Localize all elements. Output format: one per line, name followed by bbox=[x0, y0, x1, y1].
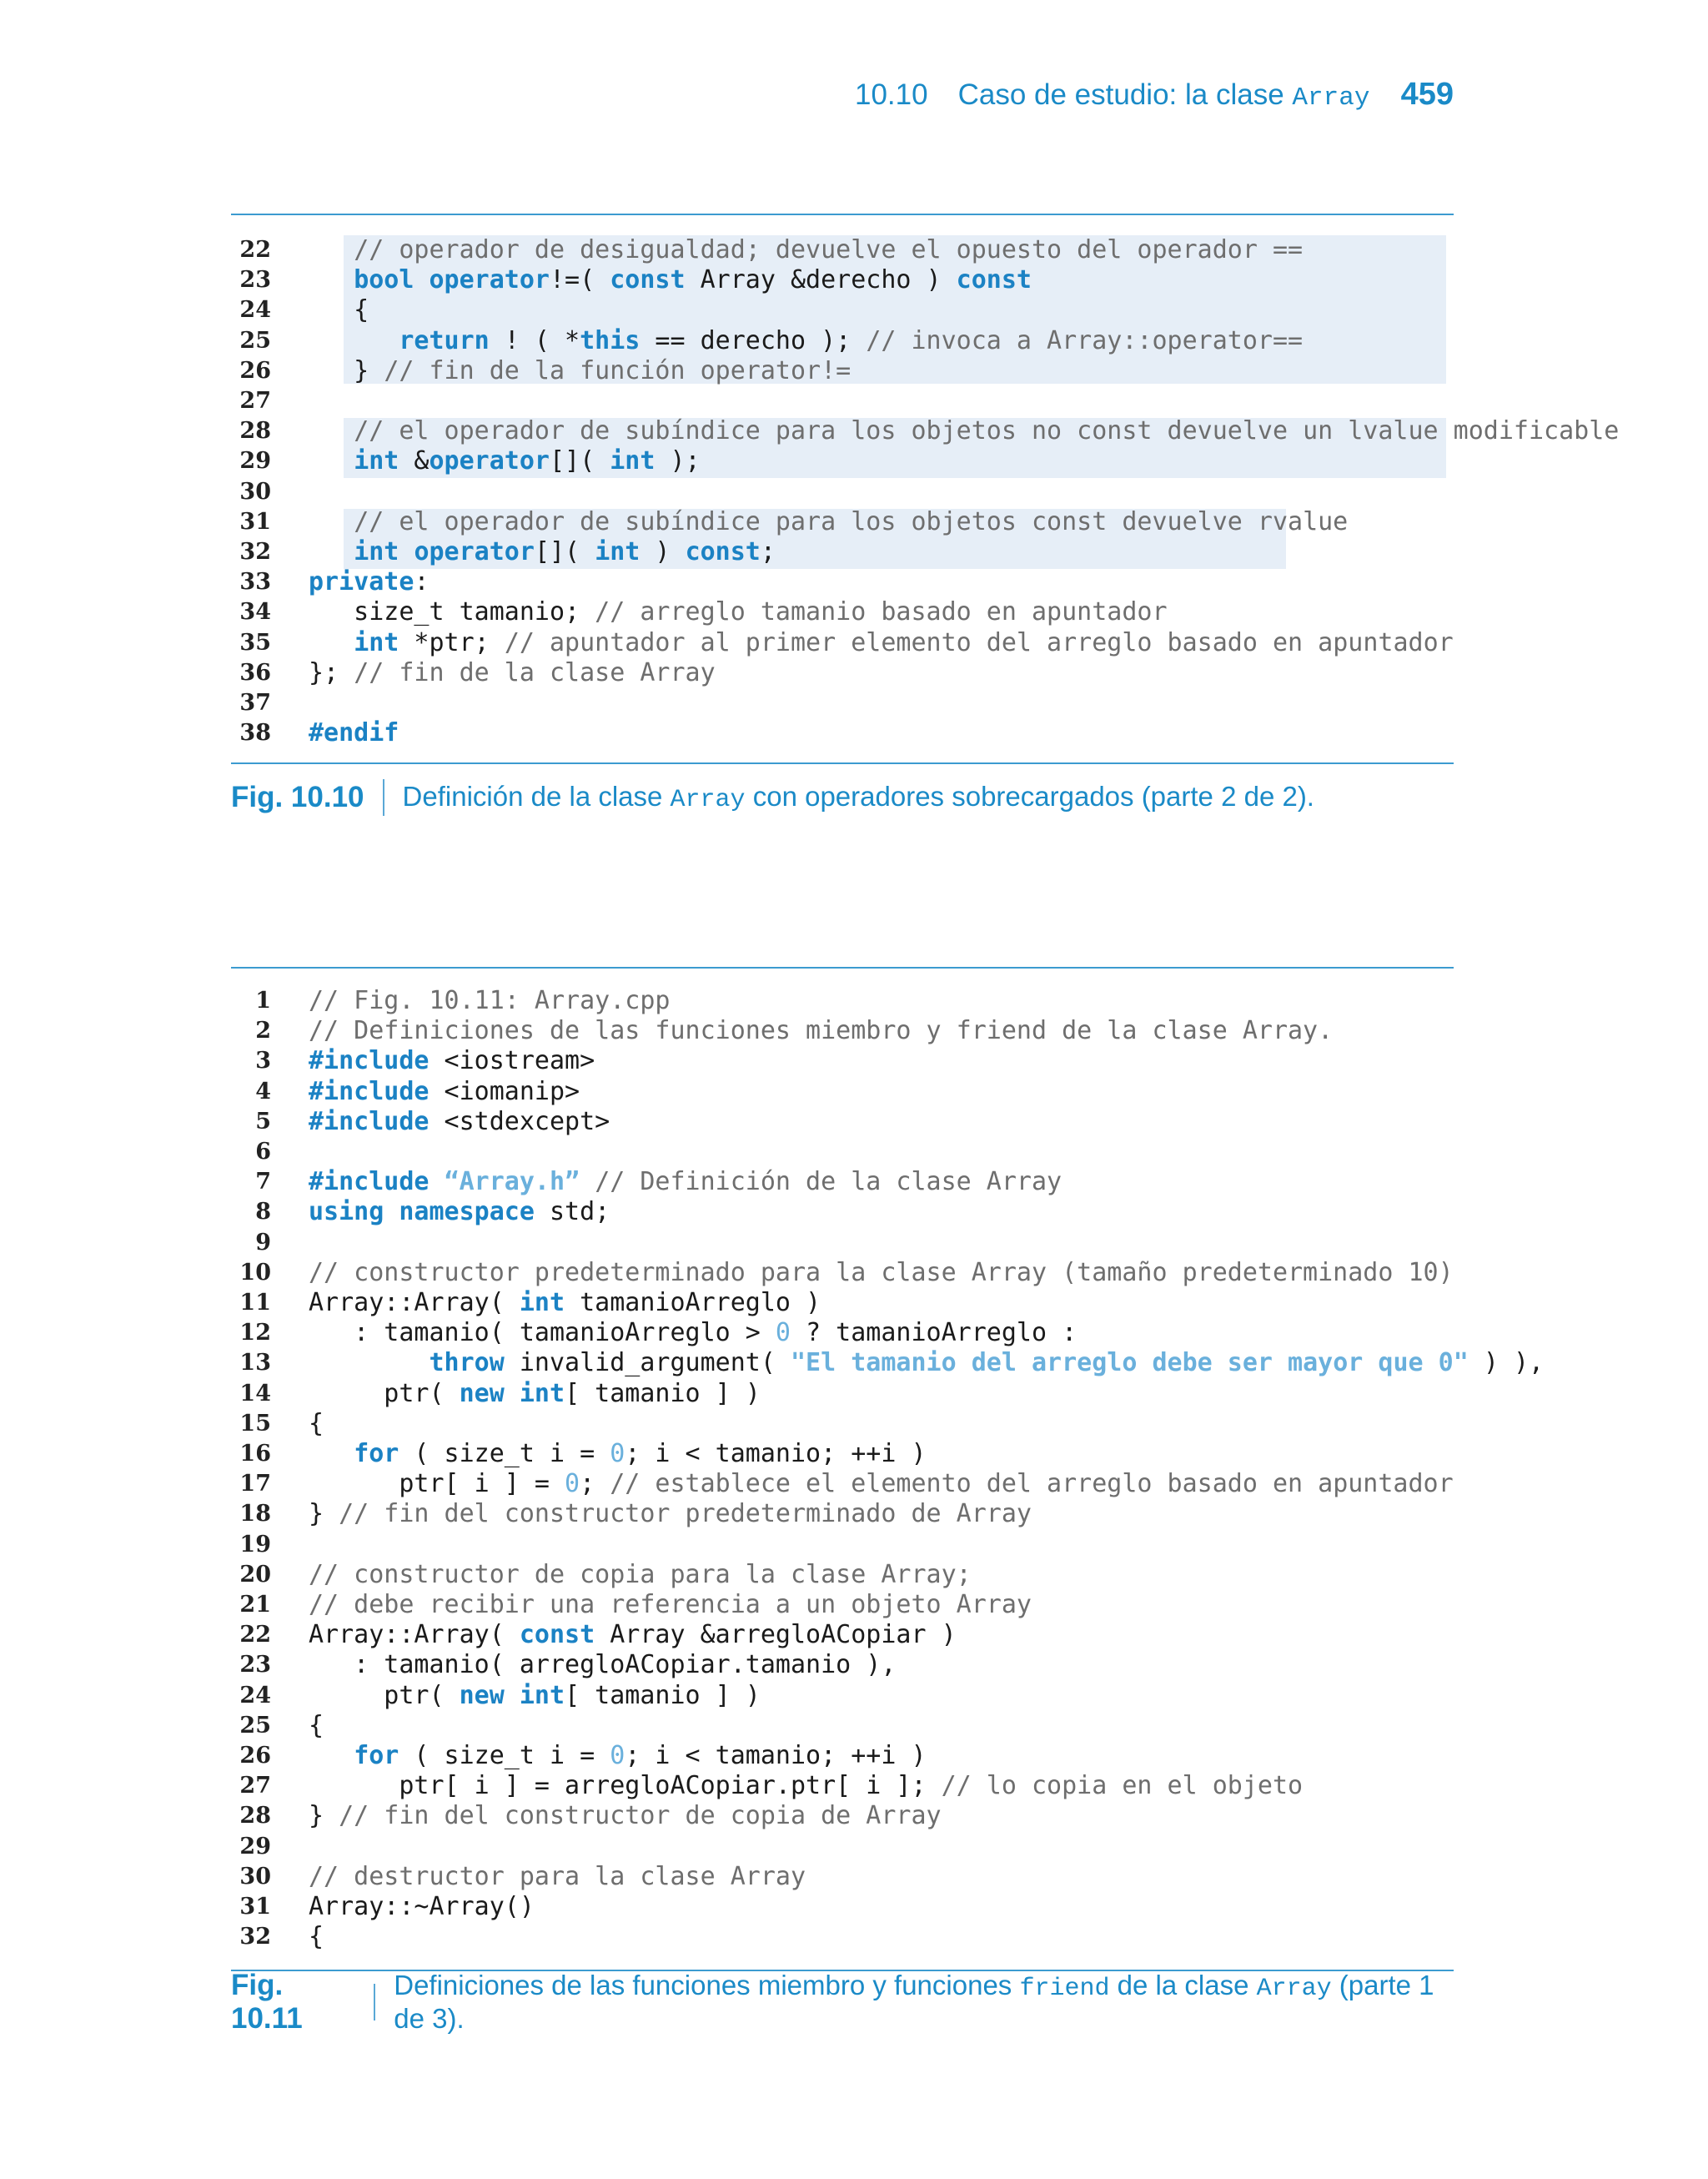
page-number: 459 bbox=[1400, 77, 1454, 112]
code-line bbox=[231, 1167, 1454, 1197]
line-number: 27 bbox=[239, 388, 271, 414]
code-line bbox=[231, 1801, 1454, 1831]
code-text: throw invalid_argument( "El tamanio del arreglo debe ser mayor que 0" ) ), bbox=[429, 1348, 1545, 1378]
code-line bbox=[231, 1077, 1454, 1107]
code-text: // operador de desigualdad; devuelve el opuesto del operador == bbox=[354, 235, 1304, 264]
code-text: bool operator!=( const Array &derecho ) const bbox=[354, 265, 1032, 295]
code-text: { bbox=[309, 295, 369, 325]
line-number: 7 bbox=[255, 1169, 271, 1195]
code-line bbox=[231, 688, 1454, 718]
code-line bbox=[231, 1379, 1454, 1409]
code-text: for ( size_t i = 0; i < tamanio; ++i ) bbox=[354, 1439, 927, 1468]
section-number: 10.10 bbox=[855, 78, 928, 111]
code-text: for ( size_t i = 0; i < tamanio; ++i ) bbox=[354, 1741, 927, 1770]
code-line bbox=[231, 416, 1620, 446]
line-number: 37 bbox=[239, 690, 271, 716]
code-text: } // fin del constructor de copia de Array bbox=[309, 1801, 942, 1831]
line-number: 18 bbox=[239, 1501, 271, 1527]
code-line bbox=[231, 718, 1454, 748]
code-line bbox=[231, 1046, 1454, 1076]
code-line bbox=[231, 1922, 1454, 1952]
code-line bbox=[231, 1711, 1454, 1741]
line-number: 5 bbox=[255, 1108, 271, 1135]
figure-caption-10-11 bbox=[231, 1969, 1454, 2035]
code-text: size_t tamanio; // arreglo tamanio basado en apuntador bbox=[309, 597, 1168, 627]
code-line bbox=[231, 356, 1454, 386]
line-number: 33 bbox=[239, 569, 271, 596]
code-text: // destructor para la clase Array bbox=[309, 1861, 806, 1891]
line-number: 14 bbox=[239, 1380, 271, 1407]
code-line bbox=[231, 1016, 1454, 1046]
line-number: 36 bbox=[239, 659, 271, 686]
line-number: 25 bbox=[239, 327, 271, 354]
code-line bbox=[231, 477, 1454, 507]
line-number: 21 bbox=[239, 1592, 271, 1618]
line-number: 3 bbox=[255, 1048, 271, 1074]
line-number: 31 bbox=[239, 1894, 271, 1920]
code-text: // el operador de subíndice para los objetos no const devuelve un lvalue modificable bbox=[354, 416, 1620, 446]
code-text: #include <stdexcept> bbox=[309, 1106, 610, 1136]
code-line bbox=[231, 1228, 1454, 1258]
code-text: : tamanio( tamanioArreglo > 0 ? tamanioArreglo : bbox=[309, 1318, 1078, 1348]
code-text: Array::~Array() bbox=[309, 1892, 535, 1921]
code-line bbox=[231, 295, 1454, 325]
listing-top-rule bbox=[231, 967, 1454, 969]
line-number: 12 bbox=[239, 1320, 271, 1346]
line-number: 23 bbox=[239, 267, 271, 294]
code-line bbox=[231, 1892, 1454, 1922]
code-text: #include “Array.h” // Definición de la clase Array bbox=[309, 1167, 1062, 1197]
code-text: // debe recibir una referencia a un objeto Array bbox=[309, 1590, 1032, 1619]
code-text: using namespace std; bbox=[309, 1197, 610, 1227]
line-number: 34 bbox=[239, 599, 271, 626]
code-line bbox=[231, 1439, 1454, 1469]
code-line bbox=[231, 1499, 1454, 1529]
line-number: 20 bbox=[239, 1561, 271, 1588]
code-text: #endif bbox=[309, 718, 399, 748]
listing-top-rule bbox=[231, 214, 1454, 215]
line-number: 6 bbox=[255, 1139, 271, 1165]
caption-divider bbox=[383, 779, 384, 816]
code-line bbox=[231, 628, 1454, 658]
line-number: 1 bbox=[255, 988, 271, 1014]
line-number: 29 bbox=[239, 1833, 271, 1859]
line-number: 30 bbox=[239, 478, 271, 505]
line-number: 26 bbox=[239, 357, 271, 384]
code-text: private: bbox=[309, 567, 430, 597]
caption-text-part: de la clase bbox=[1109, 1970, 1257, 2000]
code-text: { bbox=[309, 1408, 324, 1438]
code-line bbox=[231, 1650, 1454, 1680]
line-number: 4 bbox=[255, 1078, 271, 1105]
line-number: 23 bbox=[239, 1652, 271, 1678]
line-number: 24 bbox=[239, 1682, 271, 1708]
line-number: 16 bbox=[239, 1441, 271, 1467]
code-text: // constructor de copia para la clase Array; bbox=[309, 1559, 972, 1589]
code-line bbox=[231, 1832, 1454, 1862]
code-line bbox=[231, 1137, 1454, 1167]
caption-text bbox=[403, 781, 1314, 814]
code-text: } // fin del constructor predeterminado de Array bbox=[309, 1499, 1032, 1529]
caption-divider bbox=[374, 1984, 375, 2020]
caption-text bbox=[394, 1970, 1454, 2035]
caption-code: Array bbox=[1256, 1975, 1332, 2003]
code-line bbox=[231, 235, 1454, 265]
line-number: 22 bbox=[239, 237, 271, 263]
code-text: ptr[ i ] = 0; // establece el elemento del arreglo basado en apuntador bbox=[309, 1469, 1454, 1499]
code-text: int operator[]( int ) const; bbox=[354, 537, 776, 566]
caption-code: Array bbox=[670, 786, 746, 814]
code-line bbox=[231, 986, 1454, 1016]
code-text: Array::Array( int tamanioArreglo ) bbox=[309, 1288, 821, 1317]
caption-code: friend bbox=[1019, 1975, 1110, 2003]
code-line bbox=[231, 326, 1454, 356]
line-number: 30 bbox=[239, 1863, 271, 1890]
caption-text-part: (parte 1 de 3). bbox=[394, 1970, 1434, 2034]
code-text: } // fin de la función operator!= bbox=[309, 355, 851, 385]
code-line bbox=[231, 567, 1454, 597]
code-line bbox=[231, 1288, 1454, 1318]
line-number: 17 bbox=[239, 1471, 271, 1497]
line-number: 26 bbox=[239, 1743, 271, 1769]
caption-text-part: Definición de la clase bbox=[402, 781, 671, 812]
code-line bbox=[231, 537, 1454, 567]
line-number: 25 bbox=[239, 1712, 271, 1739]
code-text: }; // fin de la clase Array bbox=[309, 657, 716, 687]
line-number: 35 bbox=[239, 629, 271, 656]
code-line bbox=[231, 265, 1454, 295]
caption-text-part: con operadores sobrecargados (parte 2 de 2). bbox=[745, 781, 1314, 812]
code-line bbox=[231, 1258, 1454, 1288]
line-number: 38 bbox=[239, 720, 271, 747]
code-line bbox=[231, 507, 1454, 537]
line-number: 8 bbox=[255, 1199, 271, 1225]
code-line bbox=[231, 1197, 1454, 1227]
code-text: { bbox=[309, 1710, 324, 1740]
line-number: 9 bbox=[255, 1229, 271, 1256]
line-number: 13 bbox=[239, 1350, 271, 1376]
code-line bbox=[231, 1681, 1454, 1711]
code-text: Array::Array( const Array &arregloACopiar ) bbox=[309, 1620, 957, 1650]
line-number: 19 bbox=[239, 1531, 271, 1558]
code-line bbox=[231, 386, 1454, 416]
code-line bbox=[231, 1530, 1454, 1560]
code-text: { bbox=[309, 1922, 324, 1952]
line-number: 28 bbox=[239, 1803, 271, 1829]
code-line bbox=[231, 1560, 1454, 1590]
section-title-code: Array bbox=[1292, 83, 1370, 113]
code-line bbox=[231, 1620, 1454, 1650]
code-text: return ! ( *this == derecho ); // invoca a Array::operator== bbox=[399, 325, 1304, 355]
code-text: #include <iostream> bbox=[309, 1046, 595, 1076]
code-line bbox=[231, 1318, 1454, 1348]
code-text: int *ptr; // apuntador al primer elemento del arreglo basado en apuntador bbox=[354, 627, 1454, 657]
figure-label: Fig. 10.11 bbox=[231, 1969, 303, 2035]
code-text: int &operator[]( int ); bbox=[354, 446, 701, 476]
figure-caption-10-10 bbox=[231, 777, 1454, 818]
code-text: // Definiciones de las funciones miembro y friend de la clase Array. bbox=[309, 1016, 1334, 1046]
line-number: 29 bbox=[239, 448, 271, 475]
code-line bbox=[231, 1771, 1454, 1801]
code-text: #include <iomanip> bbox=[309, 1076, 580, 1106]
code-text: ptr[ i ] = arregloACopiar.ptr[ i ]; // lo copia en el objeto bbox=[309, 1771, 1304, 1801]
listing-bottom-rule bbox=[231, 762, 1454, 764]
section-title-text: Caso de estudio: la clase bbox=[957, 78, 1284, 111]
code-line bbox=[231, 1469, 1454, 1499]
line-number: 2 bbox=[255, 1018, 271, 1044]
code-text: // Fig. 10.11: Array.cpp bbox=[309, 986, 671, 1015]
code-line bbox=[231, 658, 1454, 688]
code-line bbox=[231, 446, 1454, 476]
line-number: 24 bbox=[239, 297, 271, 324]
line-number: 10 bbox=[239, 1259, 271, 1286]
code-text: // constructor predeterminado para la clase Array (tamaño predeterminado 10) bbox=[309, 1257, 1454, 1287]
running-head bbox=[855, 77, 1454, 118]
code-line bbox=[231, 1741, 1454, 1771]
code-text: ptr( new int[ tamanio ] ) bbox=[309, 1680, 761, 1710]
line-number: 15 bbox=[239, 1410, 271, 1437]
code-text: ptr( new int[ tamanio ] ) bbox=[309, 1378, 761, 1408]
line-number: 31 bbox=[239, 508, 271, 535]
code-text: : tamanio( arregloACopiar.tamanio ), bbox=[309, 1650, 897, 1680]
line-number: 27 bbox=[239, 1773, 271, 1799]
code-text: // el operador de subíndice para los objetos const devuelve rvalue bbox=[354, 506, 1349, 536]
code-line bbox=[231, 597, 1454, 627]
code-line bbox=[231, 1409, 1454, 1439]
line-number: 11 bbox=[239, 1290, 271, 1316]
section-title bbox=[958, 78, 1370, 113]
caption-text-part: Definiciones de las funciones miembro y funciones bbox=[394, 1970, 1020, 2000]
code-line bbox=[231, 1348, 1545, 1378]
line-number: 32 bbox=[239, 539, 271, 565]
code-line bbox=[231, 1590, 1454, 1620]
line-number: 32 bbox=[239, 1924, 271, 1950]
line-number: 28 bbox=[239, 418, 271, 445]
code-line bbox=[231, 1862, 1454, 1892]
line-number: 22 bbox=[239, 1622, 271, 1648]
figure-label: Fig. 10.10 bbox=[231, 781, 364, 813]
code-line bbox=[231, 1107, 1454, 1137]
